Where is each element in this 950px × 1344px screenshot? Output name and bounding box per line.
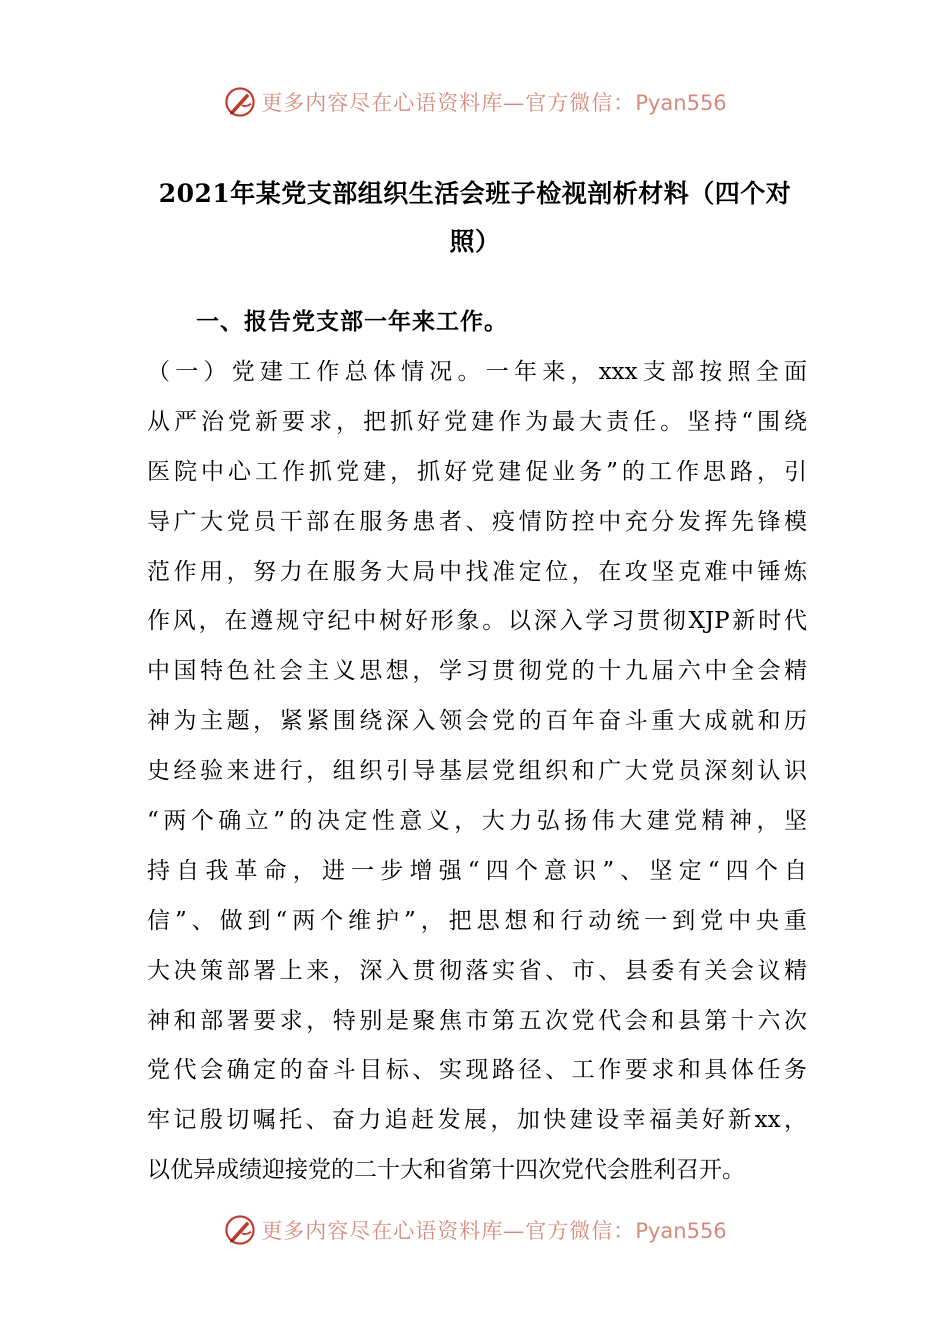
watermark-handle: Pyan556	[635, 91, 727, 115]
body-line: 牢记殷切嘱托、奋力追赶发展，加快建设幸福美好新xx，	[147, 1107, 807, 1134]
body-line: 党代会确定的奋斗目标、实现路径、工作要求和具体任务	[147, 1057, 807, 1084]
title-line-1: 2021年某党支部组织生活会班子检视剖析材料（四个对	[158, 179, 792, 208]
body-line: 从严治党新要求，把抓好党建作为最大责任。坚持“围绕	[147, 408, 807, 435]
body-line: 神为主题，紧紧围绕深入领会党的百年奋斗重大成就和历	[147, 708, 807, 735]
watermark-text: 更多内容尽在心语资料库—官方微信：Pyan556	[261, 91, 727, 115]
body-line: 信”、做到“两个维护”，把思想和行动统一到党中央重	[147, 907, 807, 934]
body-line: 神和部署要求，特别是聚焦市第五次党代会和县第十六次	[147, 1007, 807, 1034]
body-line: （一）党建工作总体情况。一年来，xxx支部按照全面	[147, 359, 807, 385]
watermark-handle: Pyan556	[635, 1219, 727, 1243]
pen-logo-icon	[223, 1213, 257, 1247]
body-line: 大决策部署上来，深入贯彻落实省、市、县委有关会议精	[147, 957, 807, 984]
body-line: 导广大党员干部在服务患者、疫情防控中充分发挥先锋模	[147, 508, 807, 535]
body-line: “两个确立”的决定性意义，大力弘扬伟大建党精神，坚	[147, 808, 807, 835]
body-line: 以优异成绩迎接党的二十大和省第十四次党代会胜利召开。	[147, 1157, 745, 1184]
watermark-text: 更多内容尽在心语资料库—官方微信：Pyan556	[261, 1219, 727, 1243]
section-heading: 一、报告党支部一年来工作。	[196, 309, 508, 335]
watermark-banner-top	[0, 82, 950, 122]
body-line: 范作用，努力在服务大局中找准定位，在攻坚克难中锤炼	[147, 558, 807, 585]
body-line: 中国特色社会主义思想，学习贯彻党的十九届六中全会精	[147, 658, 807, 685]
body-paragraph	[147, 348, 807, 1196]
pen-logo-icon	[223, 85, 257, 119]
document-title	[147, 170, 803, 266]
body-line: 医院中心工作抓党建，抓好党建促业务”的工作思路，引	[147, 458, 807, 485]
body-line: 作风，在遵规守纪中树好形象。以深入学习贯彻XJP新时代	[147, 608, 807, 635]
body-line: 持自我革命，进一步增强“四个意识”、坚定“四个自	[147, 857, 807, 884]
title-line-2: 照）	[449, 227, 501, 256]
watermark-banner-bottom	[0, 1210, 950, 1250]
body-line: 史经验来进行，组织引导基层党组织和广大党员深刻认识	[147, 758, 807, 785]
